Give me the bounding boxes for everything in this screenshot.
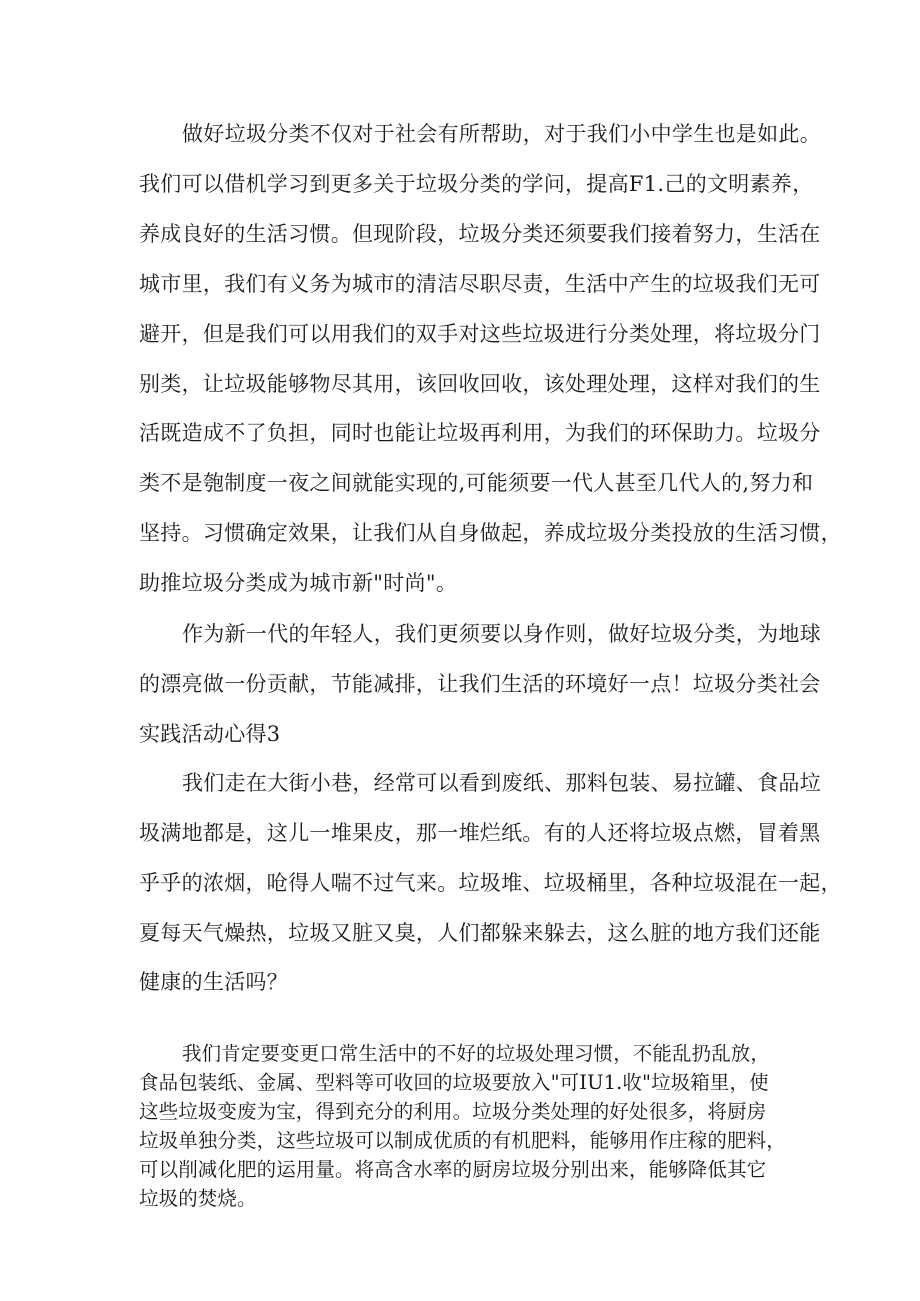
paragraph-line: 可以削减化肥的运用量。将高含水率的厨房垃圾分别出来，能够降低其它 <box>139 1158 767 1181</box>
paragraph-line: 食品包装纸、金属、型料等可收回的垃圾要放入"可IU1.收"垃圾箱里，使 <box>139 1071 769 1094</box>
paragraph-line: 夏每天气燥热，垃圾又脏又臭，人们都躲来躲去，这么脏的地方我们还能 <box>139 921 821 945</box>
paragraph-line: 垃圾单独分类，这些垃圾可以制成优质的有机肥料，能够用作庄稼的肥料， <box>139 1129 786 1152</box>
paragraph-line: 垃圾的焚烧。 <box>139 1187 257 1210</box>
paragraph-line: 圾满地都是，这儿一堆果皮，那一堆烂纸。有的人还将垃圾点燃，冒着黑 <box>139 821 821 845</box>
paragraph-line: 做好垃圾分类不仅对于社会有所帮助，对于我们小中学生也是如此。 <box>182 122 821 146</box>
paragraph-line: 养成良好的生活习惯。但现阶段，垃圾分类还须要我们接着努力，生活在 <box>139 222 821 246</box>
paragraph-line: 健康的生活吗？ <box>139 970 289 994</box>
paragraph-line: 助推垃圾分类成为城市新"时尚"。 <box>139 571 458 595</box>
paragraph-line: 乎乎的浓烟，呛得人喘不过气来。垃圾堆、垃圾桶里，各种垃圾混在一起， <box>139 871 842 895</box>
paragraph-line: 坚持。习惯确定效果，让我们从自身做起，养成垃圾分类投放的生活习惯， <box>139 521 842 545</box>
paragraph-line: 作为新一代的年轻人，我们更须要以身作则，做好垃圾分类，为地球 <box>182 622 821 646</box>
paragraph-line: 避开，但是我们可以用我们的双手对这些垃圾进行分类处理，将垃圾分门 <box>139 322 821 346</box>
paragraph-line: 我们走在大街小巷，经常可以看到废纸、那料包装、易拉罐、食品垃 <box>182 771 821 795</box>
paragraph-line: 的漂亮做一份贡献，节能减排，让我们生活的环境好一点！垃圾分类社会 <box>139 672 821 696</box>
paragraph-line: 我们可以借机学习到更多关于垃圾分类的学问，提高F1.己的文明素养， <box>139 172 814 196</box>
paragraph-line: 类不是匏制度一夜之间就能实现的,可能须要一代人甚至几代人的,努力和 <box>139 471 814 495</box>
paragraph-line: 别类，让垃圾能够物尽其用，该回收回收，该处理处理，这样对我们的生 <box>139 372 821 396</box>
paragraph-line: 这些垃圾变废为宝，得到充分的利用。垃圾分类处理的好处很多，将厨房 <box>139 1100 767 1123</box>
section-heading: 实践活动心得3 <box>139 722 281 746</box>
paragraph-line: 城市里，我们有义务为城市的清洁尽职尽责，生活中产生的垃圾我们无可 <box>139 272 821 296</box>
paragraph-line: 活既造成不了负担，同时也能让垃圾再利用，为我们的环保助力。垃圾分 <box>139 421 821 445</box>
paragraph-line: 我们肯定要变更口常生活中的不好的垃圾处理习惯，不能乱扔乱放， <box>182 1042 771 1065</box>
